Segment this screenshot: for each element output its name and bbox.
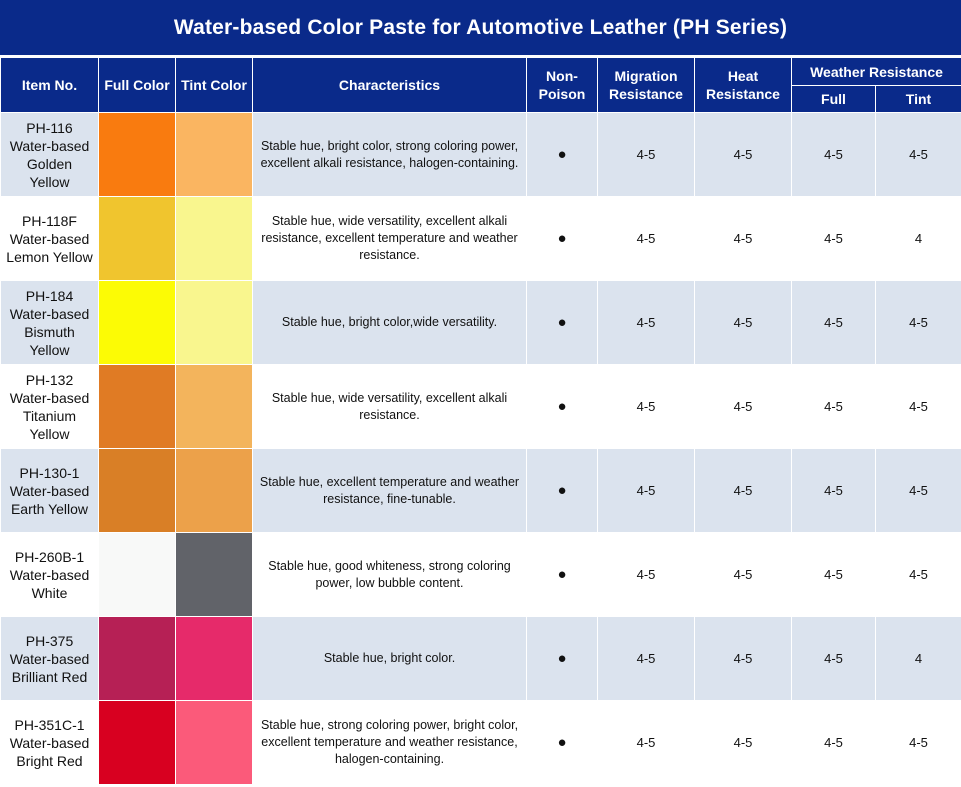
table-row xyxy=(1,701,961,785)
non-poison-cell xyxy=(527,617,598,701)
item-name-line: PH-130-1 xyxy=(19,464,80,481)
weather-tint-cell: 4-5 xyxy=(876,365,961,449)
item-no-cell xyxy=(1,365,99,449)
item-name-line: Lemon Yellow xyxy=(6,248,93,265)
item-no-cell xyxy=(1,449,99,533)
weather-full-cell: 4-5 xyxy=(792,617,876,701)
non-poison-dot-icon: ● xyxy=(557,482,567,499)
non-poison-cell xyxy=(527,113,598,197)
item-name-line: PH-184 xyxy=(25,287,74,304)
weather-full-cell: 4-5 xyxy=(792,365,876,449)
full-color-swatch xyxy=(99,365,176,449)
characteristics-cell: Stable hue, wide versatility, excellent alkali resistance. xyxy=(253,365,527,449)
tint-color-swatch xyxy=(176,617,253,701)
migration-cell: 4-5 xyxy=(598,113,695,197)
item-name-line: Water-based xyxy=(9,305,90,322)
item-no-cell xyxy=(1,617,99,701)
item-name-line: Yellow xyxy=(29,425,70,442)
full-color-swatch xyxy=(99,617,176,701)
item-name-line: PH-118F xyxy=(22,212,77,229)
item-name-line: Water-based xyxy=(9,650,90,667)
weather-tint-cell: 4-5 xyxy=(876,533,961,617)
migration-cell: 4-5 xyxy=(598,701,695,785)
item-name-line: PH-116 xyxy=(26,119,73,136)
item-name-line: White xyxy=(31,584,68,601)
non-poison-cell xyxy=(527,281,598,365)
header-migration-resistance: Migration Resistance xyxy=(598,58,695,113)
header-characteristics: Characteristics xyxy=(253,58,527,113)
heat-cell: 4-5 xyxy=(695,449,792,533)
heat-cell: 4-5 xyxy=(695,533,792,617)
non-poison-dot-icon: ● xyxy=(557,314,567,331)
weather-tint-cell: 4 xyxy=(876,197,961,281)
migration-cell: 4-5 xyxy=(598,533,695,617)
weather-full-cell: 4-5 xyxy=(792,533,876,617)
header-weather-resistance: Weather Resistance xyxy=(792,58,961,86)
item-name-line: Water-based xyxy=(9,137,90,154)
item-name-line: Bright Red xyxy=(16,752,83,769)
header-weather-tint: Tint xyxy=(876,86,961,113)
weather-tint-cell: 4-5 xyxy=(876,113,961,197)
characteristics-cell: Stable hue, bright color. xyxy=(253,617,527,701)
table-row xyxy=(1,197,961,281)
header-non-poison: Non- Poison xyxy=(527,58,598,113)
item-name-line: PH-260B-1 xyxy=(14,548,85,565)
table-row xyxy=(1,281,961,365)
non-poison-dot-icon: ● xyxy=(557,230,567,247)
weather-tint-cell: 4 xyxy=(876,617,961,701)
product-table xyxy=(0,57,961,785)
heat-cell: 4-5 xyxy=(695,617,792,701)
header-weather-full: Full xyxy=(792,86,876,113)
tint-color-swatch xyxy=(176,449,253,533)
table-row xyxy=(1,449,961,533)
weather-full-cell: 4-5 xyxy=(792,113,876,197)
item-name-line: Water-based xyxy=(9,566,90,583)
characteristics-cell: Stable hue, bright color,wide versatility. xyxy=(253,281,527,365)
item-name-line: Titanium xyxy=(22,407,77,424)
item-name-line: Golden xyxy=(26,155,73,172)
item-name-line: Water-based xyxy=(9,230,90,247)
item-name-line: PH-375 xyxy=(25,632,74,649)
non-poison-cell xyxy=(527,533,598,617)
characteristics-cell: Stable hue, good whiteness, strong coloring power, low bubble content. xyxy=(253,533,527,617)
migration-cell: 4-5 xyxy=(598,617,695,701)
non-poison-cell xyxy=(527,701,598,785)
item-no-cell xyxy=(1,533,99,617)
weather-tint-cell: 4-5 xyxy=(876,701,961,785)
characteristics-cell: Stable hue, strong coloring power, bright color, excellent temperature and weather resistance, halogen-containing. xyxy=(253,701,527,785)
non-poison-cell xyxy=(527,449,598,533)
non-poison-cell xyxy=(527,365,598,449)
header-item-no: Item No. xyxy=(1,58,99,113)
characteristics-cell: Stable hue, excellent temperature and weather resistance, fine-tunable. xyxy=(253,449,527,533)
migration-cell: 4-5 xyxy=(598,449,695,533)
heat-cell: 4-5 xyxy=(695,701,792,785)
item-name-line: Water-based xyxy=(9,389,90,406)
tint-color-swatch xyxy=(176,533,253,617)
table-row xyxy=(1,533,961,617)
heat-cell: 4-5 xyxy=(695,281,792,365)
item-no-cell xyxy=(1,197,99,281)
full-color-swatch xyxy=(99,701,176,785)
item-name-line: Yellow xyxy=(29,341,70,358)
non-poison-dot-icon: ● xyxy=(557,146,567,163)
item-name-line: Water-based xyxy=(9,734,90,751)
full-color-swatch xyxy=(99,197,176,281)
tint-color-swatch xyxy=(176,197,253,281)
item-name-line: Earth Yellow xyxy=(10,500,89,517)
item-no-cell xyxy=(1,701,99,785)
non-poison-cell xyxy=(527,197,598,281)
non-poison-dot-icon: ● xyxy=(557,398,567,415)
item-name-line: Yellow xyxy=(29,173,70,190)
characteristics-cell: Stable hue, bright color, strong coloring power, excellent alkali resistance, halogen-containing. xyxy=(253,113,527,197)
non-poison-dot-icon: ● xyxy=(557,734,567,751)
characteristics-cell: Stable hue, wide versatility, excellent alkali resistance, excellent temperature and weather resistance. xyxy=(253,197,527,281)
heat-cell: 4-5 xyxy=(695,365,792,449)
tint-color-swatch xyxy=(176,113,253,197)
weather-full-cell: 4-5 xyxy=(792,449,876,533)
migration-cell: 4-5 xyxy=(598,365,695,449)
item-name-line: PH-351C-1 xyxy=(14,716,85,733)
weather-full-cell: 4-5 xyxy=(792,701,876,785)
heat-cell: 4-5 xyxy=(695,197,792,281)
header-tint-color: Tint Color xyxy=(176,58,253,113)
item-name-line: Brilliant Red xyxy=(11,668,88,685)
weather-full-cell: 4-5 xyxy=(792,197,876,281)
full-color-swatch xyxy=(99,533,176,617)
table-row xyxy=(1,113,961,197)
table-row xyxy=(1,617,961,701)
weather-tint-cell: 4-5 xyxy=(876,449,961,533)
page-title: Water-based Color Paste for Automotive Leather (PH Series) xyxy=(0,0,961,55)
full-color-swatch xyxy=(99,449,176,533)
item-no-cell xyxy=(1,281,99,365)
weather-full-cell: 4-5 xyxy=(792,281,876,365)
non-poison-dot-icon: ● xyxy=(557,650,567,667)
migration-cell: 4-5 xyxy=(598,281,695,365)
item-name-line: PH-132 xyxy=(25,371,74,388)
heat-cell: 4-5 xyxy=(695,113,792,197)
non-poison-dot-icon: ● xyxy=(557,566,567,583)
full-color-swatch xyxy=(99,113,176,197)
full-color-swatch xyxy=(99,281,176,365)
table-row xyxy=(1,365,961,449)
tint-color-swatch xyxy=(176,365,253,449)
item-name-line: Bismuth xyxy=(24,323,75,340)
weather-tint-cell: 4-5 xyxy=(876,281,961,365)
header-heat-resistance: Heat Resistance xyxy=(695,58,792,113)
item-name-line: Water-based xyxy=(9,482,90,499)
item-no-cell xyxy=(1,113,99,197)
tint-color-swatch xyxy=(176,281,253,365)
migration-cell: 4-5 xyxy=(598,197,695,281)
header-full-color: Full Color xyxy=(99,58,176,113)
tint-color-swatch xyxy=(176,701,253,785)
